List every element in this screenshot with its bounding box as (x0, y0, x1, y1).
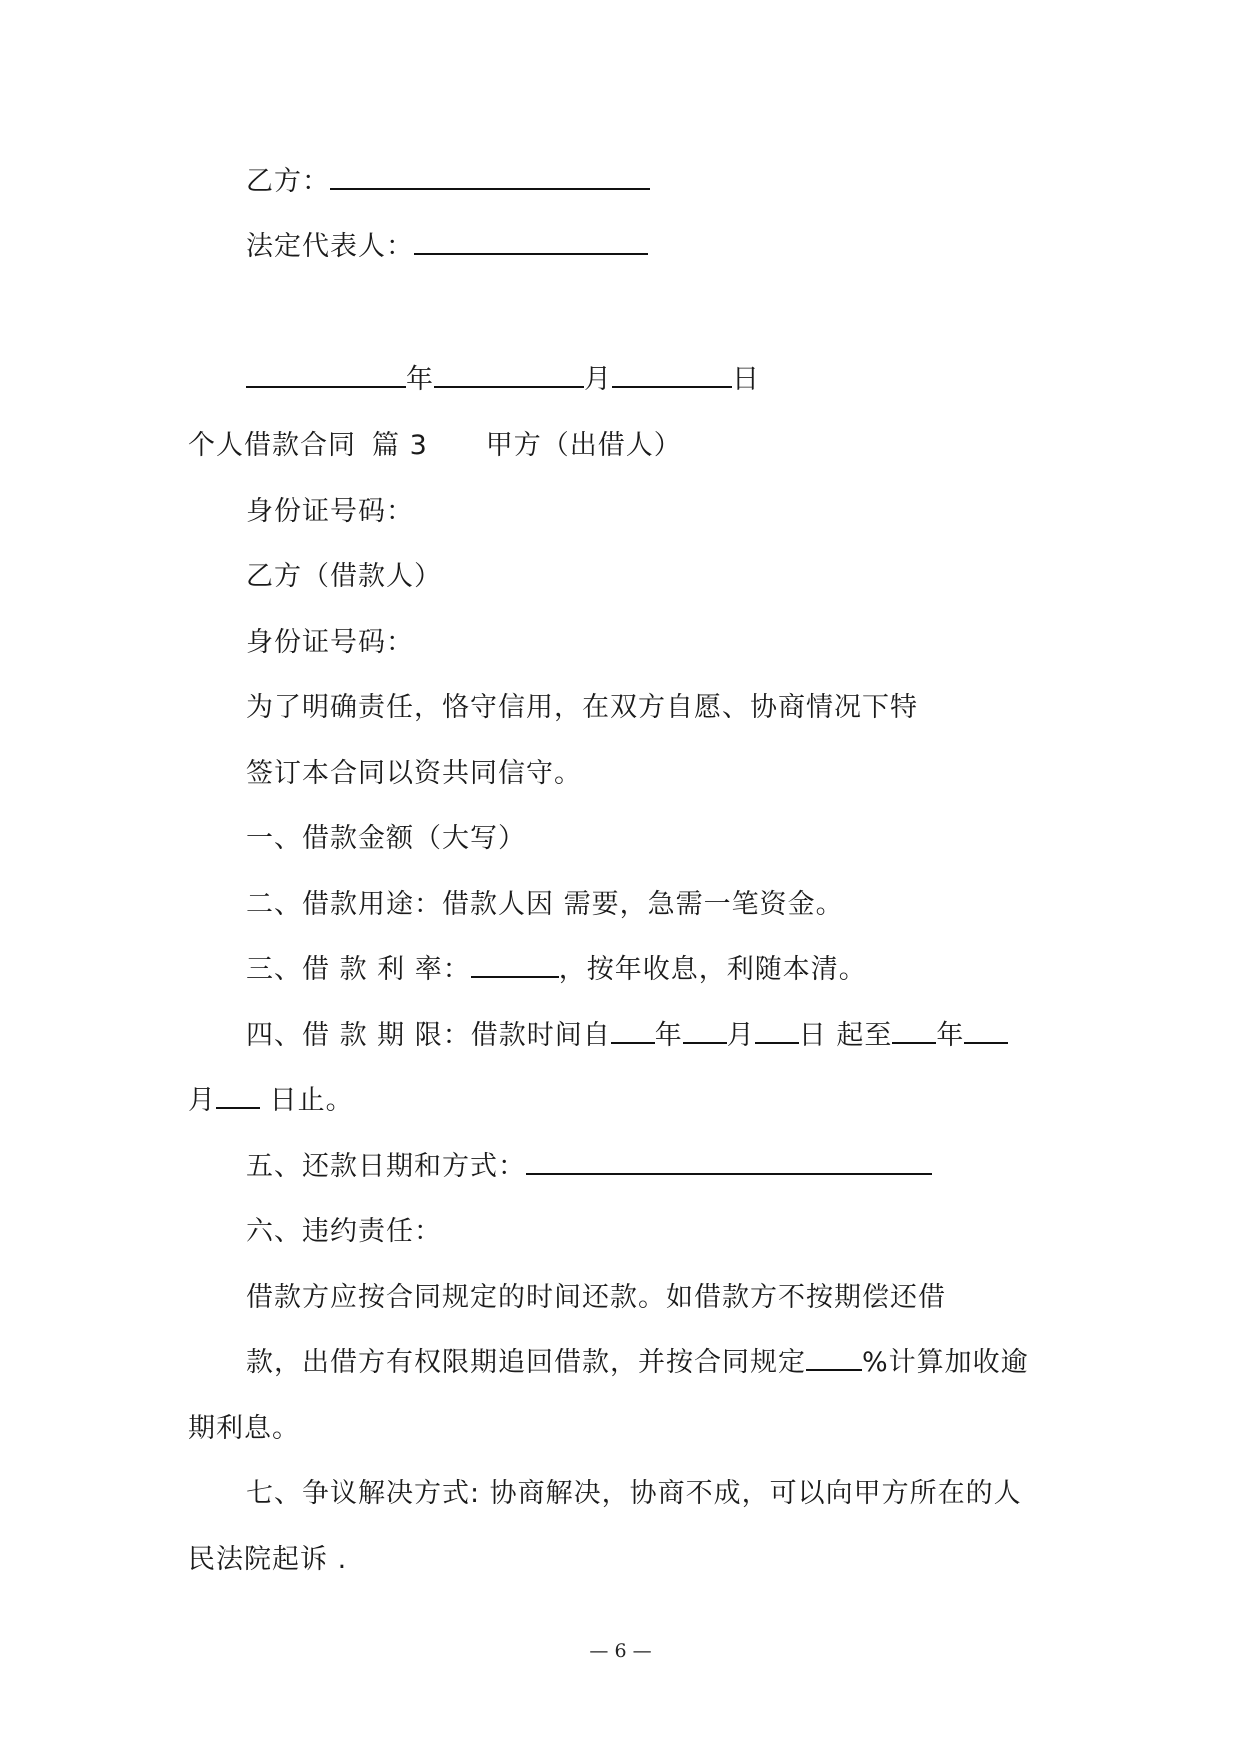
id-number-b-label: 身份证号码： (246, 627, 414, 658)
party-b-blank (330, 164, 650, 190)
clause-1-text: 一、借款金额（大写） (246, 823, 526, 854)
party-b-borrower-label: 乙方（借款人） (246, 561, 442, 592)
line-clause-7 (246, 1476, 1022, 1512)
penalty-rate-blank (806, 1345, 862, 1371)
month-label: 月 (584, 364, 612, 395)
line-legal-rep (246, 229, 648, 265)
line-clause-3 (246, 952, 867, 988)
start-year-label: 年 (654, 1020, 683, 1051)
line-clause-5 (246, 1149, 932, 1185)
page-number: — 6 — (589, 1640, 652, 1662)
clause-6-text-1: 借款方应按合同规定的时间还款。如借款方不按期偿还借 (246, 1282, 946, 1313)
start-month-blank (683, 1018, 727, 1044)
start-day-label: 日 起至 (798, 1020, 893, 1051)
month-blank (434, 362, 584, 388)
day-label: 日 (732, 364, 760, 395)
end-month-label: 月 (188, 1085, 216, 1116)
party-a-heading: 甲方（出借人） (485, 430, 682, 461)
clause-6-text-2: 款，出借方有权限期追回借款，并按合同规定 (246, 1347, 806, 1378)
line-clause-1 (246, 821, 526, 857)
line-clause-6-text-2 (246, 1345, 1029, 1381)
contract-piece: 篇 3 (372, 430, 428, 461)
line-contract-heading (188, 428, 682, 464)
line-preamble-1 (246, 690, 918, 726)
line-preamble-2 (246, 756, 582, 792)
end-year-label: 年 (936, 1020, 965, 1051)
line-party-b-borrower (246, 559, 442, 595)
clause-6-label: 六、违约责任： (246, 1216, 442, 1247)
preamble-text-2: 签订本合同以资共同信守。 (246, 758, 582, 789)
clause-6-text-3: %计算加收逾 (862, 1347, 1029, 1378)
line-date (246, 362, 760, 398)
day-blank (612, 362, 732, 388)
clause-6-text-4: 期利息。 (188, 1413, 300, 1444)
legal-rep-blank (414, 229, 648, 255)
end-year-blank (892, 1018, 936, 1044)
clause-3-rest: ，按年收息，利随本清。 (558, 954, 867, 985)
id-number-a-label: 身份证号码： (246, 496, 414, 527)
start-year-blank (611, 1018, 655, 1044)
line-clause-2 (246, 887, 844, 923)
legal-rep-label: 法定代表人： (246, 231, 414, 262)
clause-2-text: 二、借款用途：借款人因 需要，急需一笔资金。 (246, 889, 844, 920)
line-clause-4 (246, 1018, 1008, 1054)
repayment-blank (526, 1149, 932, 1175)
start-month-label: 月 (726, 1020, 755, 1051)
end-day-label: 日止。 (260, 1085, 354, 1116)
clause-3-label: 三、借 款 利 率： (246, 954, 471, 985)
line-clause-6-text-1 (246, 1280, 946, 1316)
line-id-number-a (246, 494, 414, 530)
clause-5-label: 五、还款日期和方式： (246, 1151, 526, 1182)
start-day-blank (755, 1018, 799, 1044)
clause-7-text-2: 民法院起诉 . (188, 1544, 348, 1575)
clause-4-label: 四、借 款 期 限：借款时间自 (246, 1020, 611, 1051)
preamble-text-1: 为了明确责任，恪守信用，在双方自愿、协商情况下特 (246, 692, 918, 723)
line-clause-4-cont (188, 1083, 354, 1119)
contract-title: 个人借款合同 (188, 430, 356, 461)
line-id-number-b (246, 625, 414, 661)
line-clause-6-text-4 (188, 1411, 300, 1447)
interest-rate-blank (471, 952, 559, 978)
end-day-blank (216, 1083, 260, 1109)
clause-7-text-1: 七、争议解决方式: 协商解决，协商不成，可以向甲方所在的人 (246, 1478, 1022, 1509)
year-label: 年 (406, 364, 434, 395)
line-clause-7-cont (188, 1542, 347, 1578)
year-blank (246, 362, 406, 388)
line-clause-6 (246, 1214, 442, 1250)
end-month-blank (964, 1018, 1008, 1044)
line-party-b (246, 164, 650, 200)
party-b-label: 乙方： (246, 166, 330, 197)
